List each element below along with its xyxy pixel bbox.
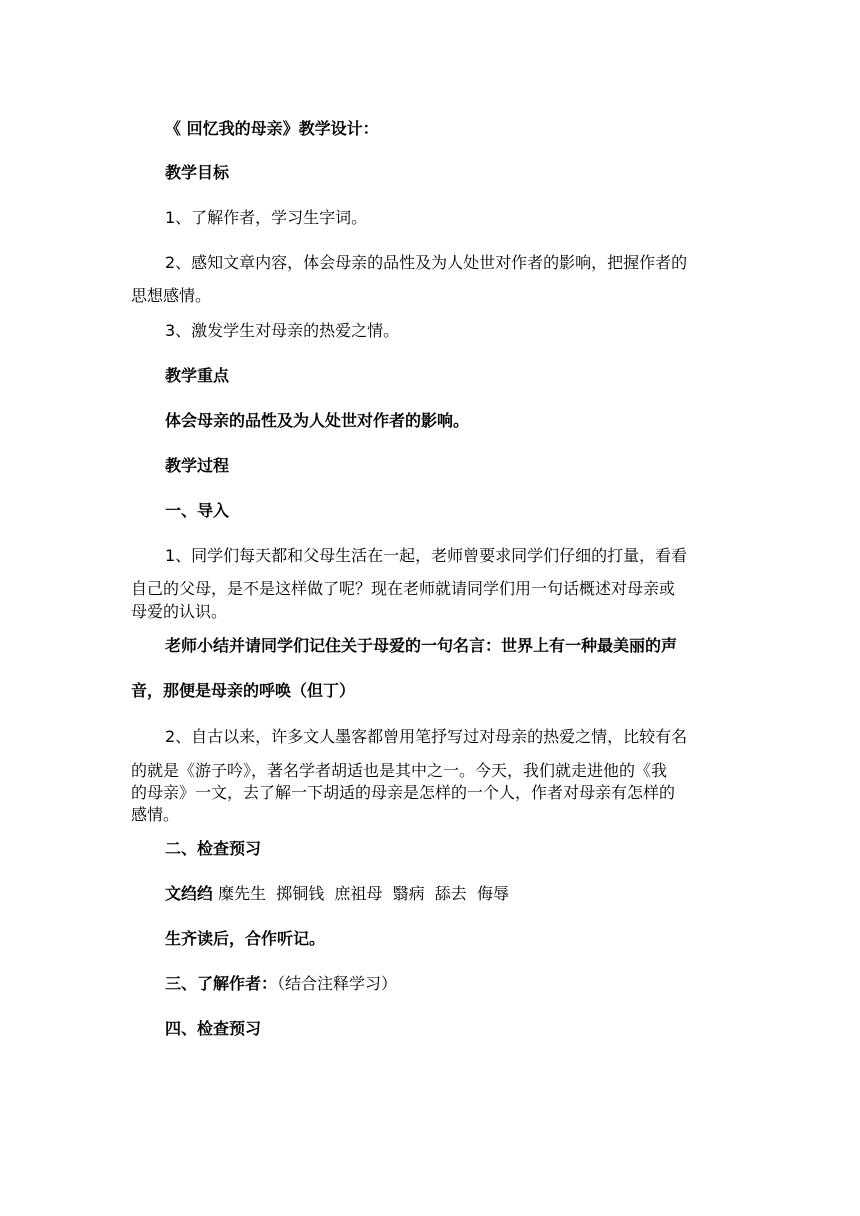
goal-1: 1、了解作者，学习生字词。 xyxy=(165,208,368,227)
vocab-words: 糜先生 掷铜钱 庶祖母 翳病 舔去 侮辱 xyxy=(213,884,509,903)
quote-line-2: 音，那便是母亲的呼唤（但丁） xyxy=(131,681,356,700)
heading-key-point: 教学重点 xyxy=(165,366,230,385)
para-1-line-3: 母爱的认识。 xyxy=(131,602,228,621)
heading-goals: 教学目标 xyxy=(165,163,230,182)
para-2-line-4: 感情。 xyxy=(131,805,180,824)
doc-title: 《 回忆我的母亲》教学设计： xyxy=(165,119,379,138)
key-point-text: 体会母亲的品性及为人处世对作者的影响。 xyxy=(165,411,470,430)
vocab-label: 文绉绉 xyxy=(165,884,214,903)
section-author-line xyxy=(165,974,765,994)
para-1-line-2: 自己的父母，是不是这样做了呢？现在老师就请同学们用一句话概述对母亲或 xyxy=(131,579,676,598)
section-intro: 一、导入 xyxy=(165,501,230,520)
para-2-line-3: 的母亲》一文，去了解一下胡适的母亲是怎样的一个人，作者对母亲有怎样的 xyxy=(131,783,676,802)
heading-process: 教学过程 xyxy=(165,456,230,475)
section-author: 三、了解作者： xyxy=(165,974,278,993)
goal-3: 3、激发学生对母亲的热爱之情。 xyxy=(165,321,400,340)
goal-2-line-1: 2、感知文章内容，体会母亲的品性及为人处世对作者的影响，把握作者的 xyxy=(165,253,688,272)
section-preview: 二、检查预习 xyxy=(165,839,262,858)
section-author-note: （结合注释学习） xyxy=(277,974,398,993)
para-2-line-1: 2、自古以来，许多文人墨客都曾用笔抒写过对母亲的热爱之情，比较有名 xyxy=(165,727,688,746)
para-1-line-1: 1、同学们每天都和父母生活在一起，老师曾要求同学们仔细的打量，看看 xyxy=(165,546,688,565)
goal-2-line-2: 思想感情。 xyxy=(131,286,212,305)
reading-note: 生齐读后，合作听记。 xyxy=(165,929,326,948)
section-preview-2: 四、检查预习 xyxy=(165,1019,262,1038)
para-2-line-2: 的就是《游子吟》，著名学者胡适也是其中之一。今天，我们就走进他的《我 xyxy=(131,761,668,780)
vocab-line xyxy=(165,884,765,904)
quote-line-1: 老师小结并请同学们记住关于母爱的一句名言：世界上有一种最美丽的声 xyxy=(165,636,678,655)
